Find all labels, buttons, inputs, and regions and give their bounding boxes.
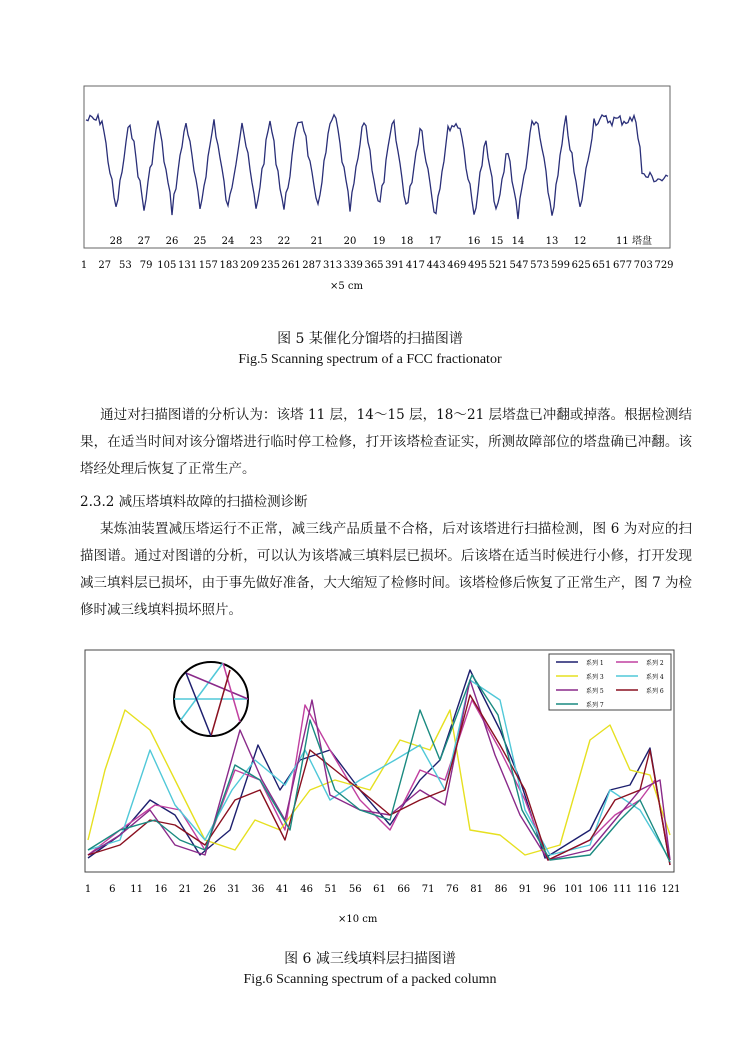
figure5-x-tick: 365 (364, 260, 384, 271)
figure5-x-tick: 391 (385, 260, 405, 271)
figure6-x-tick: 76 (446, 884, 459, 895)
figure5-chart (0, 0, 740, 300)
figure6-x-unit: ×10 cm (338, 914, 378, 925)
figure6-caption-cn: 图 6 减三线填料层扫描图谱 (284, 951, 456, 967)
figure6-x-tick: 71 (421, 884, 435, 895)
figure5-x-tick: 53 (119, 260, 132, 271)
figure5-tray-label: 16 (467, 236, 481, 247)
figure6-x-tick: 96 (543, 884, 556, 895)
legend-label: 系列 6 (646, 688, 664, 695)
figure5-x-tick: 573 (530, 260, 550, 271)
figure6-x-tick: 61 (373, 884, 386, 895)
figure5-scan-line (86, 115, 668, 219)
figure6-x-tick: 31 (227, 884, 241, 895)
figure5-x-tick: 521 (488, 260, 508, 271)
figure6-x-tick: 16 (154, 884, 168, 895)
figure5-tray-label: 28 (109, 236, 123, 247)
figure5-tray-label: 19 (372, 236, 386, 247)
figure5-x-tick: 287 (302, 260, 322, 271)
figure6-x-tick: 121 (661, 884, 681, 895)
figure6-x-tick: 46 (300, 884, 313, 895)
figure6-x-ticks (85, 884, 681, 895)
figure5-tray-label: 21 (310, 236, 324, 247)
figure5-x-tick: 183 (219, 260, 239, 271)
figure6-x-tick: 101 (564, 884, 584, 895)
figure6-x-tick: 116 (637, 884, 657, 895)
figure6-x-tick: 81 (470, 884, 484, 895)
figure5-tray-label: 24 (221, 236, 235, 247)
figure5-tray-label: 18 (400, 236, 414, 247)
figure5-x-tick: 495 (468, 260, 488, 271)
figure5-tray-label: 27 (137, 236, 151, 247)
figure5-x-tick: 261 (281, 260, 301, 271)
figure5-tray-label: 13 (545, 236, 559, 247)
figure6-x-tick: 6 (109, 884, 116, 895)
figure5-tray-label: 12 (573, 236, 587, 247)
legend-label: 系列 2 (646, 660, 664, 667)
figure6-legend (549, 654, 671, 710)
figure5-x-tick: 27 (98, 260, 112, 271)
figure5-x-tick: 339 (343, 260, 363, 271)
figure5-tray-label: 15 (490, 236, 504, 247)
figure6-x-tick: 1 (84, 884, 92, 895)
figure6-x-tick: 111 (612, 884, 632, 895)
figure5-tray-label: 20 (343, 236, 357, 247)
legend-label: 系列 3 (586, 674, 604, 681)
series-line (88, 710, 670, 855)
figure5-tray-label: 17 (428, 236, 442, 247)
legend-label: 系列 4 (646, 674, 664, 681)
figure5-tray-label: 23 (249, 236, 263, 247)
figure5-x-tick: 625 (571, 260, 591, 271)
figure6-x-tick: 21 (178, 884, 192, 895)
figure5-tray-label: 26 (165, 236, 179, 247)
figure6-x-tick: 51 (324, 884, 338, 895)
figure5-x-tick: 729 (654, 260, 674, 271)
figure5-x-tick: 131 (178, 260, 198, 271)
figure5-x-tick: 417 (405, 260, 425, 271)
legend-label: 系列 5 (586, 688, 604, 695)
figure5-x-tick: 469 (447, 260, 467, 271)
figure5-tray-label: 14 (511, 236, 525, 247)
figure5-x-tick: 599 (550, 260, 570, 271)
figure5-x-unit: ×5 cm (330, 281, 364, 292)
section-heading: 2.3.2 减压塔填料故障的扫描检测诊断 (80, 494, 308, 510)
figure5-x-tick: 547 (509, 260, 529, 271)
figure5-tray-label: 11 塔盘 (616, 236, 652, 247)
figure5-tray-label: 25 (193, 236, 207, 247)
figure5-x-tick: 1 (80, 260, 88, 271)
figure6-x-tick: 26 (203, 884, 216, 895)
figure5-caption-en: Fig.5 Scanning spectrum of a FCC fractionator (238, 352, 502, 367)
paragraph-2 (80, 516, 692, 624)
figure6-chart (0, 640, 740, 930)
figure5-x-tick: 651 (592, 260, 612, 271)
legend-label: 系列 1 (586, 660, 604, 667)
figure5-x-tick: 313 (323, 260, 343, 271)
figure6-x-tick: 36 (251, 884, 265, 895)
figure6-x-tick: 11 (130, 884, 143, 895)
figure5-frame (84, 86, 670, 248)
figure6-x-tick: 56 (348, 884, 362, 895)
paragraph-1-text: 通过对扫描图谱的分析认为：该塔 11 层，14～15 层，18～21 层塔盘已冲翻或掉落。根据检测结果，在适当时间对该分馏塔进行临时停工检修，打开该塔检查证实，所测故障部位的塔盘确已冲翻。该塔经处理后恢复了正常生产。 (80, 407, 692, 477)
legend-label: 系列 7 (586, 702, 604, 709)
figure5-tray-labels (110, 234, 652, 247)
figure5-x-tick: 703 (633, 260, 653, 271)
figure5-x-tick: 677 (613, 260, 633, 271)
figure5-x-ticks (81, 260, 674, 271)
figure6-x-tick: 106 (588, 884, 608, 895)
figure6-x-tick: 91 (518, 884, 532, 895)
figure6-x-tick: 86 (494, 884, 508, 895)
figure6-caption-en: Fig.6 Scanning spectrum of a packed column (243, 972, 497, 987)
paragraph-1 (80, 402, 692, 483)
figure5-x-tick: 443 (426, 260, 446, 271)
figure5-caption-cn: 图 5 某催化分馏塔的扫描图谱 (277, 331, 463, 347)
paragraph-2-text: 某炼油装置减压塔运行不正常，减三线产品质量不合格，后对该塔进行扫描检测，图 6 为对应的扫描图谱。通过对图谱的分析，可以认为该塔减三填料层已损坏。后该塔在适当时候进行小修，打开发现减三填料层已损坏，由于事先做好准备，大大缩短了检修时间。该塔检修后恢复了正常生产，图 7 为检修时减三线填料损坏照片。 (80, 521, 692, 618)
figure5-x-tick: 157 (198, 260, 218, 271)
column-cross-section-diagram (174, 662, 248, 736)
figure5-x-tick: 235 (260, 260, 280, 271)
figure5-x-tick: 209 (240, 260, 260, 271)
figure6-x-tick: 66 (397, 884, 411, 895)
figure5-x-tick: 105 (157, 260, 177, 271)
figure6-x-tick: 41 (275, 884, 289, 895)
figure5-x-tick: 79 (139, 260, 153, 271)
figure5-tray-label: 22 (277, 236, 291, 247)
